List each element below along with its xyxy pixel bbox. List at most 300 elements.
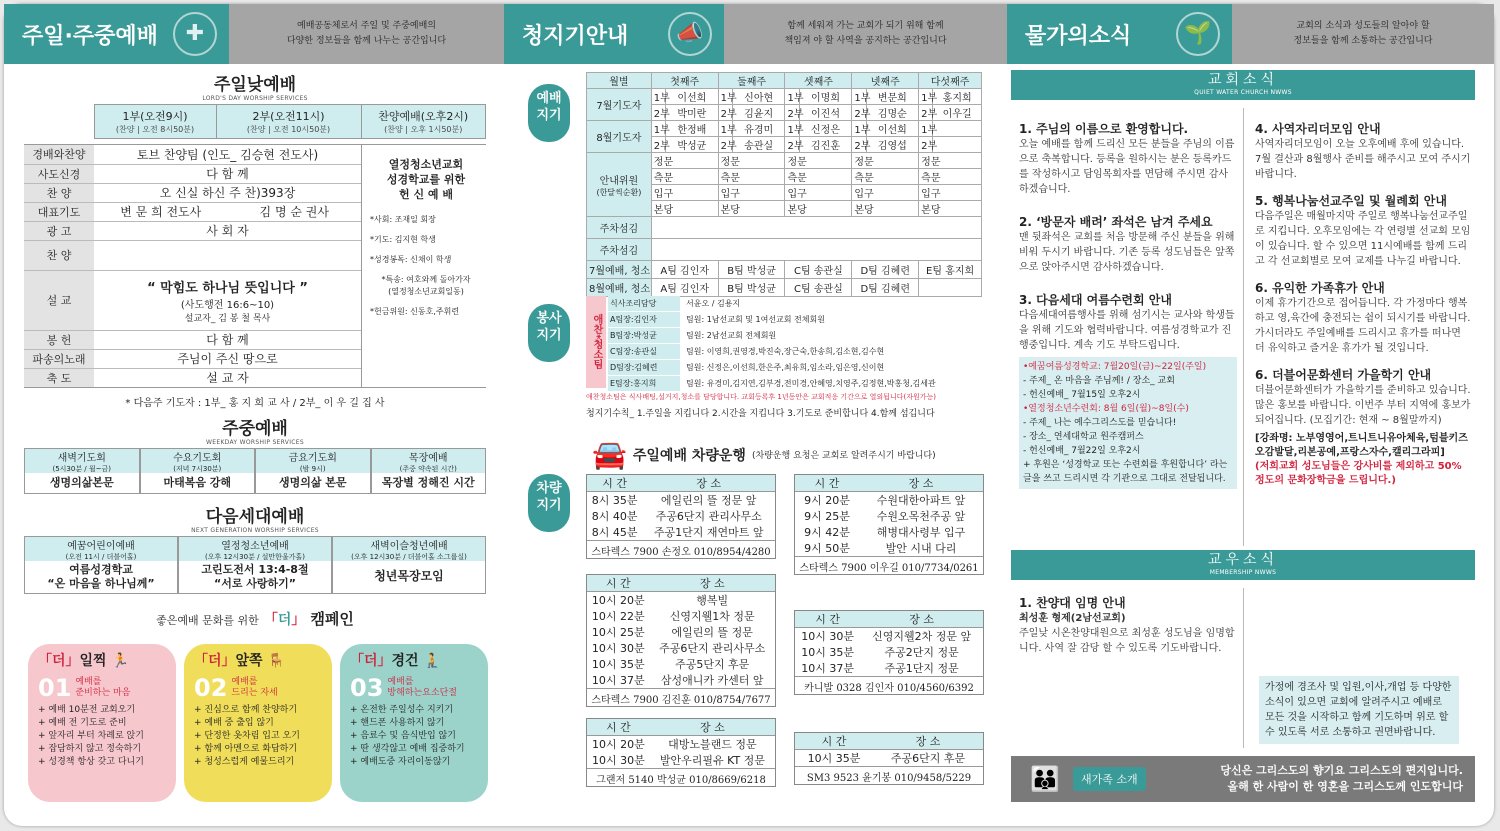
member-heading: 1. 찬양대 임명 안내 — [1019, 596, 1126, 610]
usher-pos: 정문 — [785, 153, 852, 169]
car-place: 행복빌 — [696, 594, 729, 607]
prayer-name: 홍지희 — [933, 89, 982, 105]
car-route — [794, 610, 984, 695]
service-value: 팀원: 이영희,권영경,박진숙,장근숙,한송희,김소현,김수현 — [686, 347, 885, 356]
weekday-item — [255, 448, 371, 494]
car-place: 주공1단지 재연마트 앞 — [653, 526, 764, 539]
order-of-service — [24, 144, 486, 388]
special-service-title: 열정청소년교회 성경학교를 위한 헌 신 예 배 — [386, 158, 466, 201]
car-route — [586, 718, 776, 787]
summer-line: - 주제_ 나는 예수그리스도를 믿습니다! — [1023, 418, 1177, 428]
car-place: 발안 시내 다리 — [885, 542, 957, 555]
usher-pos: 본당 — [785, 201, 852, 217]
week-header: 둘째주 — [718, 73, 785, 89]
worship-steward-badge: 예배 지기 — [528, 84, 570, 142]
campaign-item: + 함께 아멘으로 화답하기 — [194, 744, 298, 754]
weekday-list — [24, 448, 486, 494]
steward-header — [504, 4, 1007, 64]
car-place: 에일린의 뜰 정문 앞 — [660, 494, 757, 507]
weekday-name: 수요기도회 — [173, 453, 222, 464]
part-label: 2부 — [785, 105, 799, 121]
campaign-item: + 성경책 항상 갖고 다니기 — [38, 757, 144, 767]
weekday-desc: 목장별 정해진 시간 — [381, 476, 475, 489]
campaign-card-name: 일찍 — [79, 653, 107, 669]
service-label: C팀장:송관실 — [608, 344, 680, 359]
campaign-item: + 딴 생각않고 예배 집중하기 — [350, 744, 465, 754]
car-time: 10시 35분 — [807, 752, 861, 765]
summer-line: - 장소_ 연세대학교 원주캠퍼스 — [1023, 432, 1144, 442]
notice-box: 가정에 경조사 및 입원,이사,개업 등 다양한 소식이 있으면 교회에 알려주시고 예배로 모든 것을 시작하고 함께 기도하며 위로 할 수 있도록 서로 소통하고 권면바랍니다. — [1259, 676, 1459, 744]
bulletin-page — [4, 4, 1494, 826]
next-prayer: * 다음주 기도자 : 1부_ 홍 지 희 교 사 / 2부_ 이 우 길 집 사 — [125, 398, 385, 409]
nextgen-item — [332, 536, 486, 594]
news-heading: 2. ‘방문자 배려’ 좌석은 남겨 주세요 — [1019, 215, 1213, 229]
prayer-name: 김진훈 — [799, 137, 852, 153]
clean-team: C팀 송관실 — [785, 279, 852, 297]
steward-header-title: 청지기안내 — [522, 23, 629, 49]
usher-pos: 측문 — [718, 169, 785, 185]
car-time: 10시 37분 — [591, 674, 645, 687]
member-news-bar — [1011, 550, 1475, 580]
car-icon: 🚘 — [592, 438, 627, 471]
clean-team: D팀 김혜련 — [852, 261, 919, 279]
usher-pos: 본당 — [852, 201, 919, 217]
steward-header-desc1: 함께 세워져 가는 교회가 되기 위해 함께 — [787, 21, 944, 31]
car-time: 8시 35분 — [591, 494, 638, 507]
weekday-time: (5시30분 / 월~금) — [52, 465, 112, 473]
church-news-sub: QUIET WATER CHURCH NWWS — [1194, 89, 1292, 96]
campaign-card-head: 예배를 준비하는 마음 — [75, 677, 131, 698]
car-time: 10시 20분 — [591, 594, 645, 607]
campaign-item: + 예배 전 기도로 준비 — [38, 718, 127, 728]
car-title: 주일예배 차량운행 — [632, 447, 746, 464]
car-head: 장 소 — [642, 475, 775, 492]
part-label: 1부 — [718, 89, 732, 105]
car-time: 10시 35분 — [801, 646, 855, 659]
campaign-item: + 예배 10분전 교회오기 — [38, 705, 136, 715]
service-1: 1부(오전9시) — [122, 110, 188, 123]
nextgen-item — [24, 536, 178, 594]
campaign-item: + 진심으로 함께 찬양하기 — [194, 705, 298, 715]
part-label: 1부 — [919, 121, 933, 137]
weekday-desc: 마태복음 강해 — [163, 476, 232, 489]
prayer-name — [933, 121, 982, 137]
service-label: 식사조리담당 — [608, 296, 680, 311]
culture-note: (저희교회 성도님들은 강사비를 제외하고 50% 정도의 문화장학금을 드립니다.) — [1255, 461, 1462, 486]
week-header: 넷째주 — [852, 73, 919, 89]
nextgen-time: (오전 11시 / 더블어홀) — [65, 553, 137, 561]
service-value: 팀원: 유경미,김지연,김부경,전미경,안혜영,치영주,김정현,박홍청,김세관 — [686, 379, 936, 388]
prayer-name: 송관실 — [732, 137, 785, 153]
car-head: 시 간 — [795, 733, 873, 750]
usher-pos: 본당 — [651, 201, 718, 217]
order-row — [24, 145, 361, 165]
member-news-title: 교우소식 — [1207, 552, 1279, 568]
campaign-item: + 앞자리 부터 차례로 앉기 — [38, 731, 144, 741]
part-label: 2부 — [651, 105, 665, 121]
part-label: 2부 — [651, 137, 665, 153]
prayer-name: 유경미 — [732, 121, 785, 137]
worship-header-desc1: 예배공동체로서 주일 및 주중예배의 — [297, 21, 436, 31]
car-time: 9시 50분 — [804, 542, 850, 555]
news-right — [1255, 114, 1471, 488]
worship-header — [4, 4, 504, 64]
service-steward-badge: 봉사 지기 — [528, 304, 570, 362]
weekday-time: (저녁 7시30분) — [173, 465, 222, 473]
service-value: 서윤오 / 김용지 — [686, 299, 741, 308]
weekday-item — [140, 448, 256, 494]
campaign-card: 「더」일찍 🏃 01 예배를 준비하는 마음 + 예배 10분전 교회오기 + 예배 전 기도로 준비 + 앞자리 부터 차례로 앉기 + 잡담하지 않고 정숙하기 + 성경책 항상 갖고 다니기 — [28, 644, 176, 802]
weekday-time: (밤 9시) — [299, 465, 326, 473]
campaign-title1: 좋은예배 문화를 위한 — [156, 614, 259, 627]
clean-team: A팀 김인자 — [651, 279, 718, 297]
sunday-title: 주일낮예배 — [213, 75, 297, 95]
service-3-info: (찬양 | 오후 1시50분) — [384, 125, 463, 134]
week-header: 첫째주 — [651, 73, 718, 89]
car-head: 시 간 — [587, 719, 650, 736]
car-driver: SM3 9523 윤기봉 010/9458/5229 — [795, 766, 983, 784]
car-place: 해병대사령부 입구 — [876, 526, 966, 539]
usher-pos: 측문 — [852, 169, 919, 185]
usher-pos: 정문 — [651, 153, 718, 169]
car-driver: 카니발 0328 김인자 010/4560/6392 — [795, 676, 983, 694]
car-place: 주공1단지 정문 — [884, 662, 959, 675]
car-route — [586, 474, 776, 559]
car-driver: 스타렉스 7900 이우길 010/7734/0261 — [795, 556, 983, 574]
prayer-name: 김윤지 — [732, 105, 785, 121]
car-route — [794, 732, 984, 785]
news-heading: 1. 주님의 이름으로 환영합니다. — [1019, 122, 1189, 136]
prayer-name: 박성균 — [665, 137, 718, 153]
nextgen-time: (오후 12시30분 / 설만한울가홀) — [205, 553, 305, 561]
worship-header-title: 주일·주중예배 — [22, 23, 158, 49]
order-label: 대표기도 — [24, 203, 94, 221]
car-place: 주공6단지 관리사무소 — [655, 510, 762, 523]
special-item: *기도: 김지현 학생 — [370, 235, 436, 244]
car-head: 시 간 — [795, 611, 860, 628]
usher-pos: 측문 — [651, 169, 718, 185]
news-header-desc1: 교회의 소식과 성도들의 알아야 할 — [1296, 21, 1430, 31]
usher-label: 안내위원 — [599, 175, 639, 187]
week-header: 다섯째주 — [919, 73, 982, 89]
weekday-title: 주중예배 — [222, 419, 288, 439]
summer-line: - 헌신예배_ 7월22일 오후2시 — [1023, 446, 1141, 456]
campaign-card-head: 예배를 드리는 자세 — [231, 677, 278, 698]
prayer-month: 8월기도자 — [587, 121, 652, 153]
service-3: 찬양예배(오후2시) — [378, 110, 469, 123]
car-place: 수원오목천주공 앞 — [876, 510, 966, 523]
campaign-item: + 예배도중 자리이동않기 — [350, 757, 451, 767]
part-label: 1부 — [785, 89, 799, 105]
week-header: 셋째주 — [785, 73, 852, 89]
prayer-name: 신정은 — [799, 121, 852, 137]
prayer-name: 신아현 — [732, 89, 785, 105]
summer-line: - 주제_ 온 마음을 주님께! / 장소_ 교회 — [1023, 376, 1175, 386]
steward-header-desc2: 책임져 야 할 사역을 공지하는 공간입니다 — [784, 36, 947, 46]
news-text: 이제 휴가기간으로 접어듭니다. 각 가정마다 행복하고 영,육간에 충전되는 쉼이 되시기를 바랍니다. 가시더라도 주일예배를 드리시고 휴가를 떠나면 더 유익하고 즐거운 휴가가 될 것입니다. — [1255, 298, 1471, 354]
steward-rule: 청지기수칙_ 1.주일을 지킵니다 2.시간을 지킵니다 3.기도로 준비합니다 4.함께 섬깁니다 — [586, 409, 935, 419]
special-service-box — [361, 145, 486, 388]
part-label: 2부 — [919, 137, 933, 153]
summer-line: •열정청소년수련회: 8월 6일(월)~8일(수) — [1023, 404, 1189, 414]
nextgen-list — [24, 536, 486, 594]
weekday-name: 목장예배 — [408, 453, 448, 464]
news-heading: 6. 더블어문화센터 가을학기 안내 — [1255, 368, 1432, 382]
car-time: 9시 42분 — [804, 526, 850, 539]
order-value: 주님이 주신 땅으로 — [177, 352, 278, 366]
usher-pos: 정문 — [852, 153, 919, 169]
service-label: D팀장:김혜련 — [608, 360, 680, 375]
prayer-name: 한정배 — [665, 121, 718, 137]
clean-team: A팀 김인자 — [651, 261, 718, 279]
family-hands-icon: 👪 — [1030, 765, 1060, 793]
weekday-desc: 생명의삶본문 — [49, 476, 114, 489]
car-place: 신영지웰1차 정문 — [669, 610, 755, 623]
order-value: 김 명 순 권사 — [259, 205, 329, 219]
kneeling-person-icon: 🧎 — [423, 653, 441, 669]
campaign-item: + 예배 중 출입 않기 — [194, 718, 274, 728]
part-label: 1부 — [651, 89, 665, 105]
car-head: 장 소 — [650, 719, 775, 736]
campaign-card-name: 앞쪽 — [235, 653, 263, 669]
service-label: B팀장:박성균 — [608, 328, 680, 343]
sunday-table — [24, 104, 486, 139]
service-2-info: (찬양 | 오전 10시50분) — [246, 125, 331, 134]
car-title-row — [592, 438, 988, 471]
service-label: A팀장:김인자 — [608, 312, 680, 327]
car-time: 8시 45분 — [591, 526, 638, 539]
prayer-name: 이선희 — [665, 89, 718, 105]
news-text: 다음주일은 매월마지막 주일로 행복나눔선교주일로 지킵니다. 오후모임에는 각 연령별 선교회 모임이 있습니다. 할 수 있으면 11시예배를 함께 드리고 각 선교회별로 모여 교제를 나누길 바랍니다. — [1255, 211, 1471, 267]
usher-pos: 측문 — [785, 169, 852, 185]
news-header — [1007, 4, 1494, 64]
nextgen-time: (오후 12시30분 / 더블어홀 소그룹실) — [351, 553, 467, 561]
clean-team: C팀 송관실 — [785, 261, 852, 279]
news-heading: 3. 다음세대 여름수련회 안내 — [1019, 293, 1172, 307]
special-item: *성경봉독: 신채이 학생 — [370, 255, 452, 264]
service-label: E팀장:홍지희 — [608, 376, 680, 391]
nextgen-title: 다음세대예배 — [205, 507, 305, 527]
order-value: 설 교 자 — [206, 371, 249, 385]
clean-team: D팀 김혜련 — [852, 279, 919, 297]
order-value: 변 문 희 전도사 — [120, 205, 202, 219]
family-line2: 올해 한 사람이 한 영혼을 그리스도께 인도합니다 — [1227, 780, 1463, 793]
campaign-item: + 단정한 옷차림 입고 오기 — [194, 731, 300, 741]
order-label: 광 고 — [24, 222, 94, 240]
bible-icon: ✚ — [173, 12, 217, 56]
prayer-name: 이진석 — [799, 105, 852, 121]
nextgen-desc: 청년목장모임 — [374, 569, 444, 583]
part-label: 2부 — [785, 137, 799, 153]
campaign-item: + 핸드폰 사용하지 않기 — [350, 718, 445, 728]
news-text: 다음세대여름행사를 위해 섬기시는 교사와 학생들을 위해 기도와 협력바랍니다. 여름성경학교가 진행중입니다. 계속 기도 부탁드립니다. — [1019, 310, 1235, 351]
news-heading: 4. 사역자리더모임 안내 — [1255, 122, 1381, 136]
prayer-name: 변문희 — [866, 89, 919, 105]
clean-month: 7월예배, 청소 — [587, 261, 652, 279]
special-item: *특송: 여호와께 돌아가자 (열정청소년교회일동) — [381, 275, 471, 296]
order-value: 토브 찬양팀 (인도_ 김승현 전도사) — [136, 148, 319, 162]
car-place: 주공6단지 관리사무소 — [659, 642, 766, 655]
order-value: 다 함 께 — [206, 167, 249, 181]
order-label: 설 교 — [24, 271, 94, 330]
sermon-scripture: (사도행전 16:6~10) — [180, 300, 275, 311]
campaign-card-name: 경건 — [391, 653, 419, 669]
clean-team: B팀 박성균 — [718, 279, 785, 297]
campaign-item: + 청성스럽게 예물드리기 — [194, 757, 295, 767]
campaign-title: 좋은예배 문화를 위한 「더」 캠페인 — [156, 610, 354, 628]
car-time: 10시 30분 — [591, 642, 645, 655]
part-label: 1부 — [651, 121, 665, 137]
part-label: 1부 — [718, 121, 732, 137]
car-route — [586, 574, 776, 707]
usher-pos: 정문 — [919, 153, 982, 169]
car-place: 주공2단지 정문 — [884, 646, 959, 659]
megaphone-icon: 📣 — [668, 12, 712, 56]
clean-team: B팀 박성균 — [718, 261, 785, 279]
order-label: 축 도 — [24, 369, 94, 387]
service-side-label: 애찬*청소팀 — [586, 296, 606, 388]
prayer-name: 이우길 — [933, 105, 982, 121]
car-time: 10시 25분 — [591, 626, 645, 639]
summer-line: - 헌신예배_ 7월15일 오후2시 — [1023, 390, 1141, 400]
part-label: 1부 — [852, 121, 866, 137]
car-time: 10시 37분 — [801, 662, 855, 675]
car-place: 에일린의 뜰 정문 — [671, 626, 753, 639]
weekday-time: (주중 약속된 시간) — [399, 465, 457, 473]
part-label: 1부 — [852, 89, 866, 105]
member-news-sub: MEMBERSHIP NWWS — [1209, 569, 1277, 576]
weekday-sub: WEEKDAY WORSHIP SERVICES — [206, 439, 304, 446]
member-item — [1019, 588, 1237, 656]
prayer-name: 이명희 — [799, 89, 852, 105]
usher-pos: 정문 — [718, 153, 785, 169]
car-time: 10시 30분 — [592, 754, 645, 767]
car-note: (차량운행 요청은 교회로 알려주시기 바랍니다) — [751, 451, 936, 461]
divider — [1243, 108, 1244, 546]
running-person-icon: 🏃 — [111, 653, 129, 669]
service-note: 애찬청소팀은 식사배팅,설거지,청소를 담당합니다. 교회등록후 1년동안은 교회적응 기간으로 열외됩니다(자원가능) — [586, 393, 936, 401]
usher-pos: 측문 — [919, 169, 982, 185]
part-label: 2부 — [852, 137, 866, 153]
news-text: 더블어문화센터가 가을학기를 준비하고 있습니다. 많은 홍보를 바랍니다. 이번주 부터 지역에 홍보가 되어집니다. (모집기간: 현재 ~ 8월말까지) — [1255, 385, 1471, 426]
nextgen-item — [178, 536, 332, 594]
plant-hand-icon: 🌱 — [1176, 12, 1220, 56]
service-value: 팀원: 신정은,이선희,한은주,최유희,임소라,임은영,신이현 — [686, 363, 885, 372]
usher-sub: (한달씩순환) — [596, 187, 642, 197]
usher-pos: 입구 — [785, 185, 852, 201]
car-head: 장 소 — [860, 611, 983, 628]
steward-column — [504, 4, 1007, 826]
order-label: 봉 헌 — [24, 331, 94, 349]
order-value: 사 회 자 — [206, 224, 249, 238]
prayer-name: 박미란 — [665, 105, 718, 121]
news-heading: 6. 유익한 가족휴가 안내 — [1255, 281, 1385, 295]
parking-label: 주차섬김 — [587, 217, 652, 239]
car-time: 10시 20분 — [592, 738, 645, 751]
car-steward-badge: 차량 지기 — [528, 474, 570, 532]
car-time: 10시 35분 — [591, 658, 645, 671]
car-place: 발안우리필유 KT 정문 — [659, 754, 765, 767]
car-place: 주공5단지 후문 — [675, 658, 750, 671]
car-time: 10시 22분 — [591, 610, 645, 623]
part-label: 2부 — [919, 105, 933, 121]
new-family-banner — [1011, 756, 1475, 802]
car-place: 수원대한아파트 앞 — [876, 494, 966, 507]
order-value: 오 신실 하신 주 찬)393장 — [159, 186, 296, 200]
part-label: 2부 — [852, 105, 866, 121]
nextgen-name: 예꿈어린이예배 — [67, 541, 135, 552]
car-place: 삼성애니카 카센터 앞 — [660, 674, 764, 687]
service-1-info: (찬양 | 오전 8시50분) — [115, 125, 195, 134]
member-subject: 최성훈 형제(2남선교회) — [1019, 613, 1126, 624]
nextgen-sub: NEXT GENERATION WORSHIP SERVICES — [191, 527, 319, 534]
campaign-item: + 잡담하지 않고 정숙하기 — [38, 744, 142, 754]
campaign-card: 「더」앞쪽 🪑 02 예배를 드리는 자세 + 진심으로 함께 찬양하기 + 예배 중 출입 않기 + 단정한 옷차림 입고 오기 + 함께 아멘으로 화답하기 + 청성스럽게 예물드리기 — [184, 644, 332, 802]
car-driver: 그랜저 5140 박성균 010/8669/6218 — [587, 768, 775, 786]
nextgen-name: 새벽이슬청년예배 — [370, 541, 448, 552]
campaign-card-num: 03 — [350, 674, 384, 702]
summer-box — [1019, 357, 1237, 489]
weekday-name: 새벽기도회 — [57, 453, 106, 464]
car-head: 장 소 — [859, 475, 983, 492]
campaign-card-head: 예배를 방해하는요소단절 — [387, 677, 457, 698]
campaign-item: + 온전한 주일성수 지키기 — [350, 705, 454, 715]
nextgen-name: 열정청소년예배 — [221, 541, 289, 552]
news-header-desc2: 정보들을 함께 소통하는 공간입니다 — [1293, 36, 1433, 46]
divider — [1243, 588, 1244, 748]
sermon-preacher: 설교자_ 김 봉 철 목사 — [184, 314, 271, 324]
part-label: 1부 — [919, 89, 933, 105]
car-head: 장 소 — [649, 575, 775, 592]
car-head: 시 간 — [587, 575, 649, 592]
campaign-title2: 캠페인 — [310, 610, 354, 628]
worship-header-desc2: 다양한 정보들을 함께 나누는 공간입니다 — [286, 36, 447, 46]
car-time: 9시 20분 — [804, 494, 850, 507]
car-driver: 스타렉스 7900 김진훈 010/8754/7677 — [587, 688, 775, 706]
summer-line: + 후원은 ‘성경학교 또는 수련회를 후원합니다’ 라는 글을 쓰고 드리시면 각 기관으로 그대로 전달됩니다. — [1023, 460, 1228, 484]
order-value: 다 함 께 — [206, 333, 249, 347]
prayer-name — [933, 137, 982, 153]
car-head: 시 간 — [795, 475, 859, 492]
campaign-card-num: 02 — [194, 674, 228, 702]
order-label: 경배와찬양 — [24, 145, 94, 164]
family-line1: 당신은 그리스도의 향기요 그리스도의 편지입니다. — [1220, 764, 1463, 777]
week-header: 월별 — [587, 73, 652, 89]
car-route — [794, 474, 984, 575]
car-time: 9시 25분 — [804, 510, 850, 523]
service-value: 팀원: 1남선교회 및 1여선교회 전체회원 — [686, 315, 825, 324]
usher-pos: 본당 — [718, 201, 785, 217]
seated-person-icon: 🪑 — [267, 653, 285, 669]
worship-column — [4, 4, 504, 826]
special-item: *헌금위원: 신동호,주휘련 — [370, 307, 460, 316]
order-label: 찬 양 — [24, 184, 94, 202]
news-text: 맨 뒷좌석은 교회를 처음 방문해 주신 분들을 위해 비워 두시기 바랍니다. 기존 등록 성도님들은 앞쪽으로 앉아주시면 감사하겠습니다. — [1019, 232, 1235, 273]
summer-line: •예꿈여름성경학교: 7월20일(금)~22일(주일) — [1023, 362, 1207, 372]
part-label: 2부 — [718, 137, 732, 153]
nextgen-desc: 여름성경학교 “온 마음을 하나님께” — [47, 563, 155, 590]
usher-pos: 입구 — [651, 185, 718, 201]
usher-pos: 입구 — [718, 185, 785, 201]
car-head: 장 소 — [873, 733, 983, 750]
service-2: 2부(오전11시) — [252, 110, 325, 123]
usher-pos: 본당 — [919, 201, 982, 217]
news-text: 사역자리더모임이 오늘 오후예배 후에 있습니다. 7월 결산과 8월행사 준비를 해주시고 모여 주시기 바랍니다. — [1255, 139, 1471, 180]
campaign-logo-icon: 더 — [277, 612, 292, 628]
service-team-list — [608, 296, 982, 391]
usher-pos: 입구 — [852, 185, 919, 201]
part-label: 1부 — [785, 121, 799, 137]
